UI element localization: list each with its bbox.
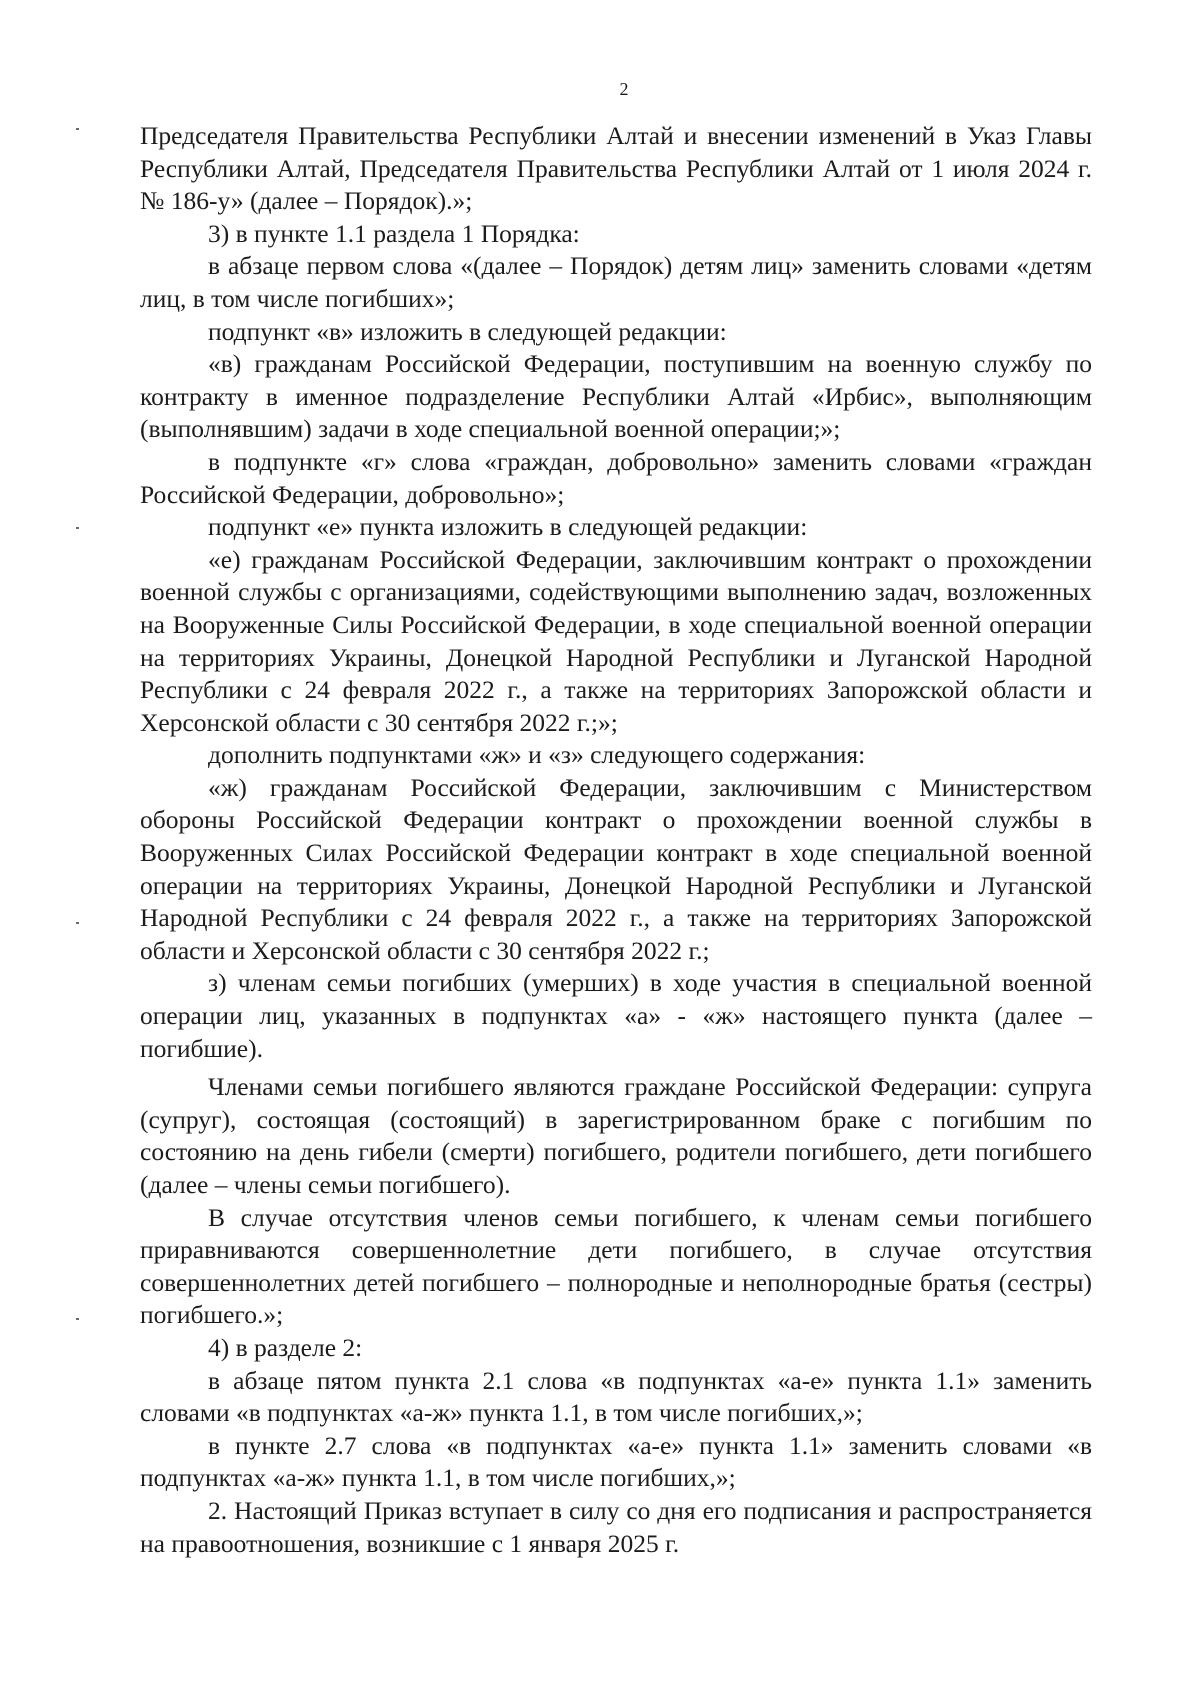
paragraph-point-2-1: в абзаце пятом пункта 2.1 слова «в подпунктах «а-е» пункта 1.1» заменить словами «в подпунктах «а-ж» пункта 1.1, в том числе погибших,»; (140, 1365, 1092, 1428)
paragraph-subitem-z: з) членам семьи погибших (умерших) в ходе участия в специальной военной операции лиц, указанных в подпунктах «а» - «ж» настоящего пункта (далее – погибшие). (140, 968, 1092, 1063)
margin-mark (76, 922, 79, 924)
paragraph-subitems-zh-z-intro: дополнить подпунктами «ж» и «з» следующего содержания: (208, 740, 866, 770)
paragraph-absence-of-family: В случае отсутствия членов семьи погибшего, к членам семьи погибшего приравниваются совершеннолетние дети погибшего, в случае отсутствия совершеннолетних детей погибшего – полнородные и неполнородные братья (сестры) погибшего.»; (140, 1202, 1092, 1330)
paragraph-first-abzac: в абзаце первом слова «(далее – Порядок) детям лиц» заменить словами «детям лиц, в том числе погибших»; (140, 251, 1092, 313)
paragraph-subitem-e-intro: подпункт «е» пункта изложить в следующей редакции: (208, 512, 808, 542)
paragraph-subitem-e: «е) гражданам Российской Федерации, заключившим контракт о прохождении военной службы с организациями, содействующими выполнению задач, возложенных на Вооруженные Силы Российской Федерации, в ходе специальной военной операции на территориях Украины, Донецкой Народной Республики и Луганской Народной Республики с 24 февраля 2022 г., а также на территориях Запорожской области и Херсонской области с 30 сентября 2022 г.;»; (140, 544, 1092, 737)
margin-mark (76, 527, 79, 529)
paragraph-item-3: 3) в пункте 1.1 раздела 1 Порядка: (208, 218, 580, 248)
paragraph-family-members: Членами семьи погибшего являются граждане Российской Федерации: супруга (супруг), состоящая (состоящий) в зарегистрированном браке с погибшим по состоянию на день гибели (смерти) погибшего, родители погибшего, дети погибшего (далее – члены семьи погибшего). (140, 1072, 1092, 1199)
paragraph-subitem-v: «в) гражданам Российской Федерации, поступившим на военную службу по контракту в именное подразделение Республики Алтай «Ирбис», выполняющим (выполнявшим) задачи в ходе специальной военной операции;»; (140, 349, 1092, 444)
margin-mark (76, 1318, 79, 1320)
paragraph-subitem-g: в подпункте «г» слова «граждан, добровольно» заменить словами «граждан Российской Федерации, добровольно»; (140, 446, 1092, 509)
margin-mark (76, 128, 79, 130)
paragraph-item-4: 4) в разделе 2: (208, 1332, 363, 1362)
paragraph-point-2-7: в пункте 2.7 слова «в подпунктах «а-е» пункта 1.1» заменить словами «в подпунктах «а-ж» пункта 1.1, в том числе погибших,»; (140, 1430, 1092, 1493)
document-body (140, 120, 1092, 1560)
paragraph-continuation: Председателя Правительства Республики Алтай и внесении изменений в Указ Главы Республики Алтай, Председателя Правительства Республики Алтай от 1 июля 2024 г. № 186-у» (далее – Порядок).»; (140, 121, 1092, 216)
paragraph-subitem-v-intro: подпункт «в» изложить в следующей редакции: (208, 316, 727, 346)
paragraph-subitem-zh: «ж) гражданам Российской Федерации, заключившим с Министерством обороны Российской Федерации контракт о прохождении военной службы в Вооруженных Силах Российской Федерации контракт в ходе специальной военной операции на территориях Украины, Донецкой Народной Республики и Луганской Народной Республики с 24 февраля 2022 г., а также на территориях Запорожской области и Херсонской области с 30 сентября 2022 г.; (140, 772, 1092, 965)
paragraph-effective-date: 2. Настоящий Приказ вступает в силу со дня его подписания и распространяется на правоотношения, возникшие с 1 января 2025 г. (140, 1495, 1092, 1558)
page-number: 2 (619, 79, 629, 99)
